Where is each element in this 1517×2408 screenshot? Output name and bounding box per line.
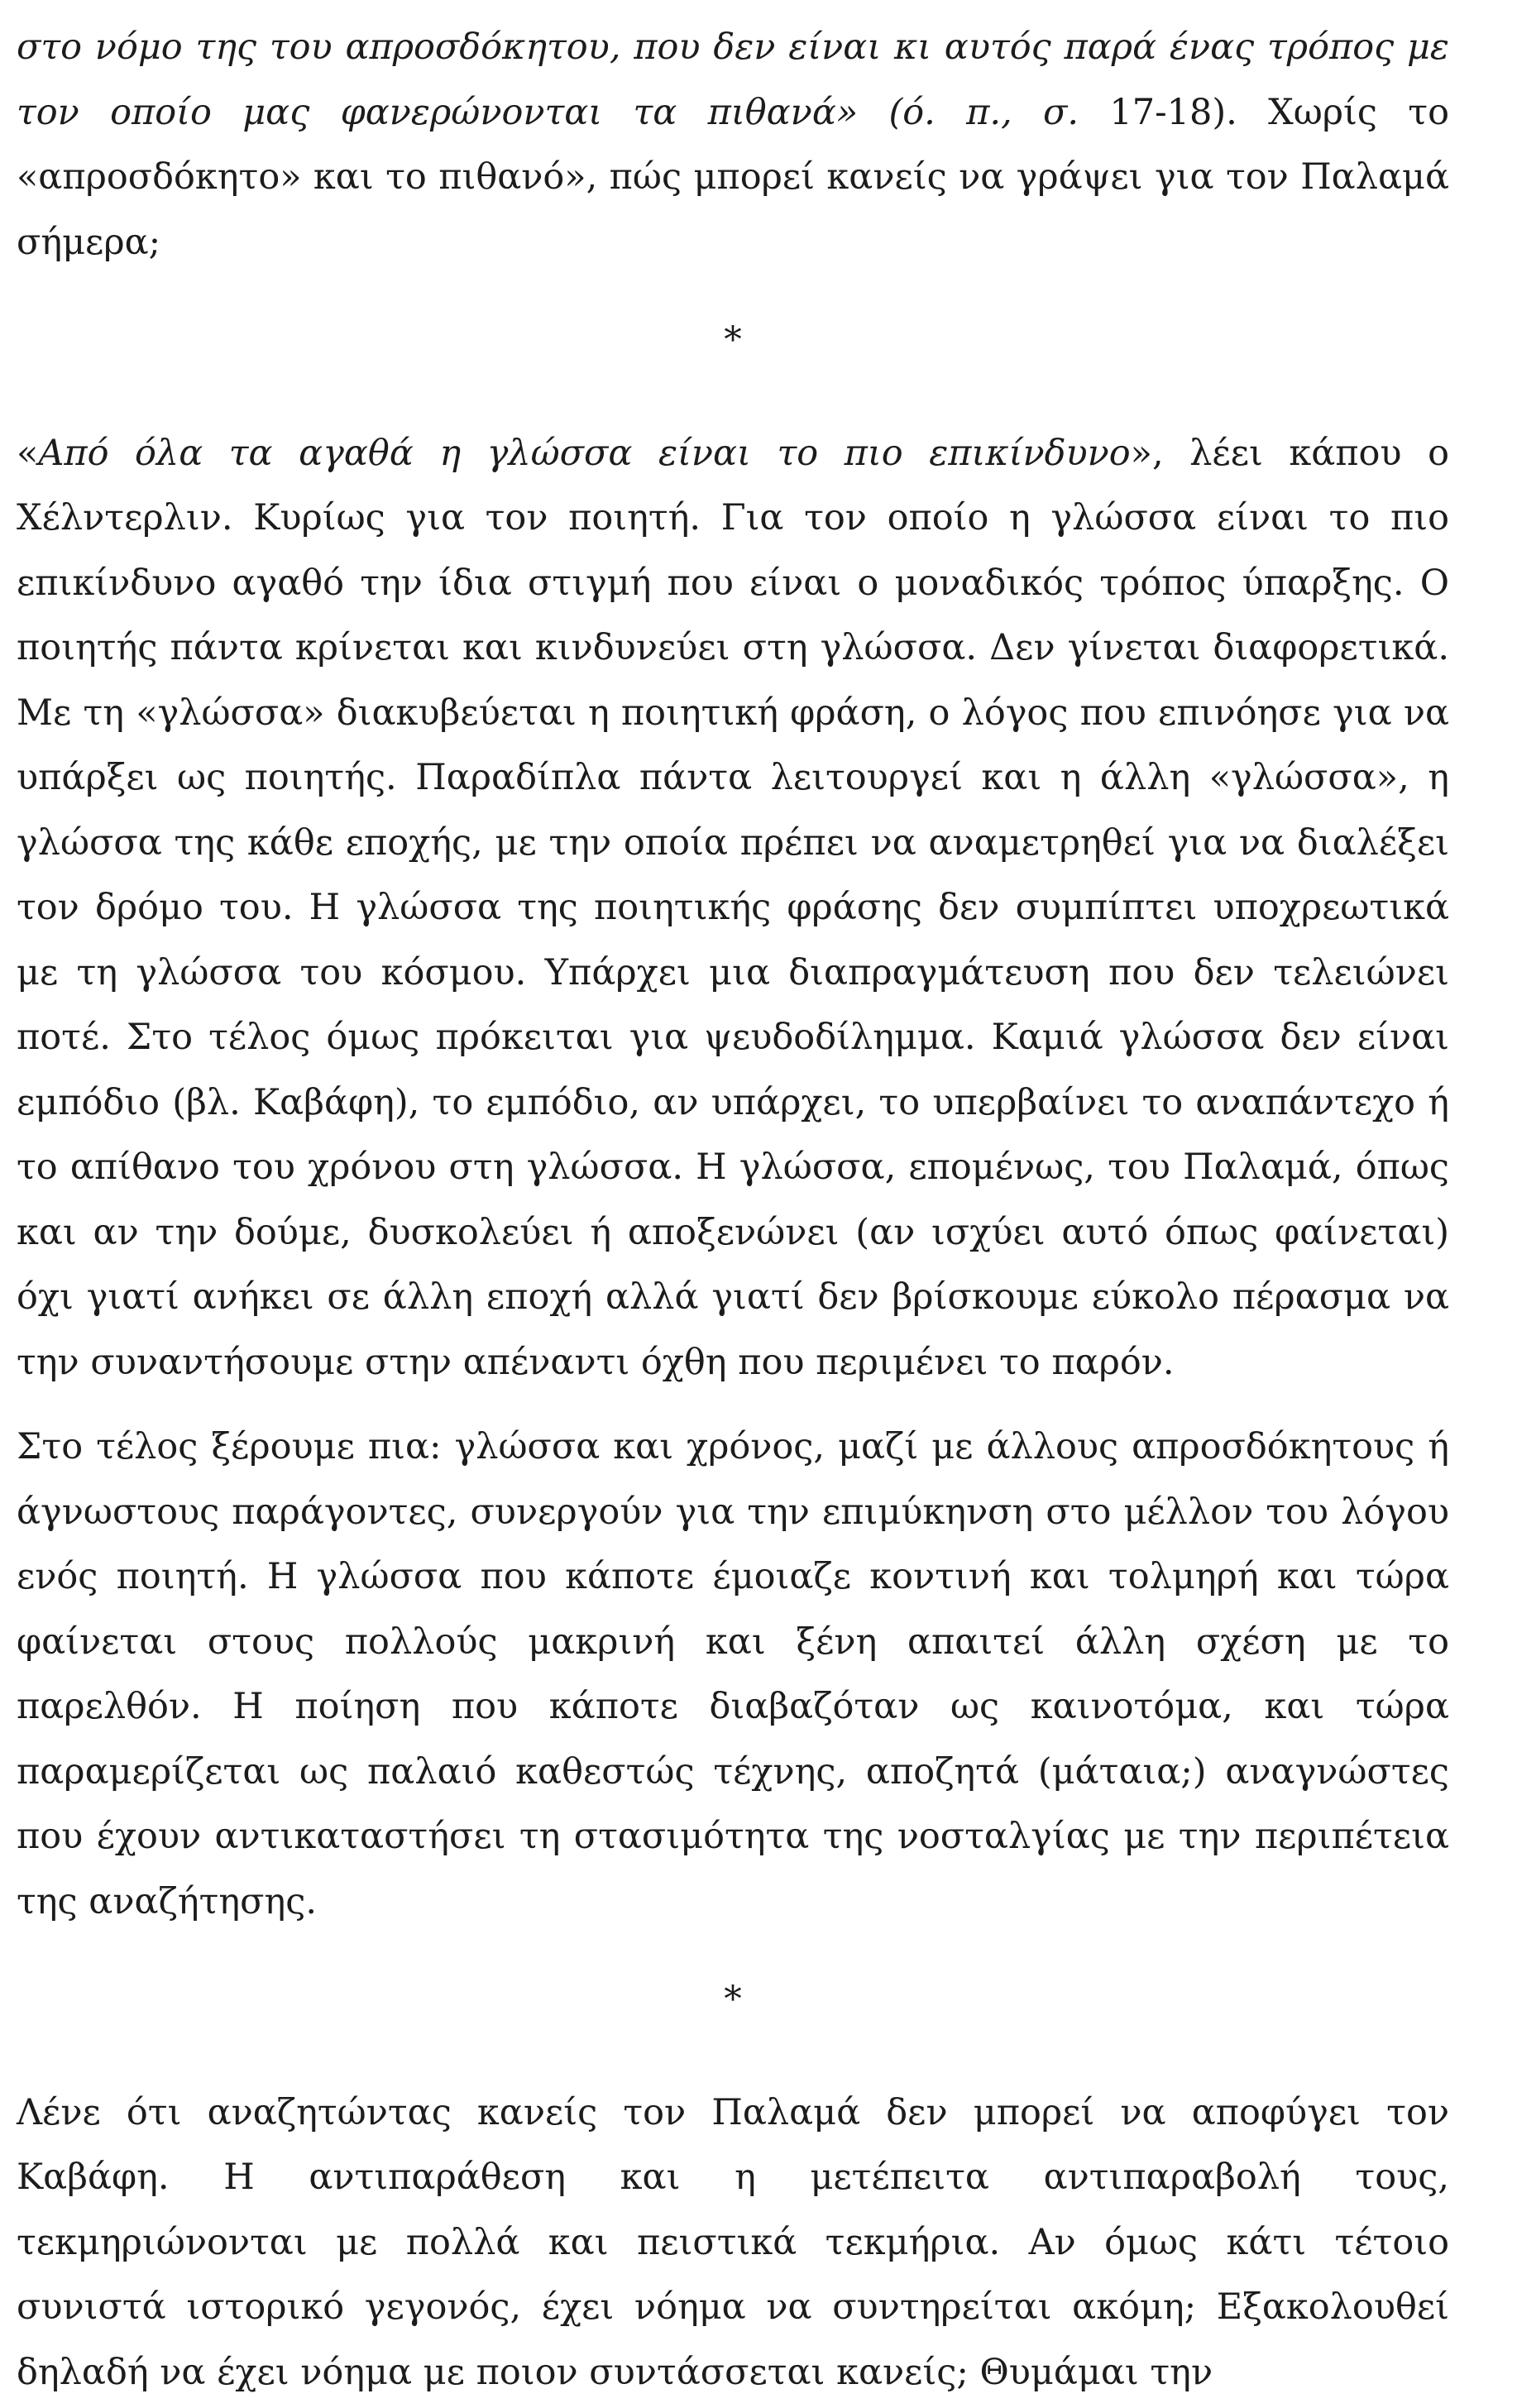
spacer [17,373,1449,421]
spacer [17,275,1449,308]
paragraph-holderlin-language [17,421,1449,1395]
paragraph-text: 17-18). Χωρίς το «απροσδόκητο» και το πιθανό», πώς μπορεί κανείς να γράψει για τον Παλαμά σήμερα; [17,91,1449,263]
italic-quote: Από όλα τα αγαθά η γλώσσα είναι το πιο επικίνδυνο [38,432,1131,474]
italic-quote: στο νόμο της του απροσδόκητου, που δεν είναι κι αυτός παρά ένας τρόπος με τον οποίο μας φανερώνονται τα πιθανά» (ό. π., σ. [17,26,1449,133]
spacer [17,1395,1449,1415]
open-quote: « [17,432,39,474]
spacer [17,2032,1449,2080]
paragraph-text: », λέει κάπου ο Χέλντερλιν. Κυρίως για τον ποιητή. Για τον οποίο η γλώσσα είναι το πιο επικίνδυνο αγαθό την ίδια στιγμή που είναι ο μοναδικός τρόπος ύπαρξης. Ο ποιητής πάντα κρίνεται και κινδυνεύει στη γλώσσα. Δεν γίνεται διαφορετικά. Με τη «γλώσσα» διακυβεύεται η ποιητική φράση, ο λόγος που επινόησε για να υπάρξει ως ποιητής. Παραδίπλα πάντα λειτουργεί και η άλλη «γλώσσα», η γλώσσα της κάθε εποχής, με την οποία πρέπει να αναμετρηθεί για να διαλέξει τον δρόμο του. Η γλώσσα της ποιητικής φράσης δεν συμπίπτει υποχρεωτικά με τη γλώσσα του κόσμου. Υπάρχει μια διαπραγμάτευση που δεν τελειώνει ποτέ. Στο τέλος όμως πρόκειται για ψευδοδίλημμα. Καμιά γλώσσα δεν είναι εμπόδιο (βλ. Καβάφη), το εμπόδιο, αν υπάρχει, το υπερβαίνει το αναπάντεχο ή το απίθανο του χρόνου στη γλώσσα. Η γλώσσα, επομένως, του Παλαμά, όπως και αν την δούμε, δυσκολεύει ή αποξενώνει (αν ισχύει αυτό όπως φαίνεται) όχι γιατί ανήκει σε άλλη εποχή αλλά γιατί δεν βρίσκουμε εύκολο πέρασμα να την συναντήσουμε στην απέναντι όχθη που περιμένει το παρόν. [17,432,1449,1383]
paragraph-language-and-time: Στο τέλος ξέρουμε πια: γλώσσα και χρόνος, μαζί με άλλους απροσδόκητους ή άγνωστους παράγοντες, συνεργούν για την επιμύκηνση στο μέλλον του λόγου ενός ποιητή. Η γλώσσα που κάποτε έμοιαζε κοντινή και τολμηρή και τώρα φαίνεται στους πολλούς μακρινή και ξένη απαιτεί άλλη σχέση με το παρελθόν. Η ποίηση που κάποτε διαβαζόταν ως καινοτόμα, και τώρα παραμερίζεται ως παλαιό καθεστώς τέχνης, αποζητά (μάταια;) αναγνώστες που έχουν αντικαταστήσει τη στασιμότητα της νοσταλγίας με την περιπέτεια της αναζήτησης. [17,1426,1449,1922]
spacer [17,1934,1449,1967]
section-separator: * [724,319,742,361]
paragraph-palamas-cavafy: Λένε ότι αναζητώντας κανείς τον Παλαμά δεν μπορεί να αποφύγει τον Καβάφη. Η αντιπαράθεση και η μετέπειτα αντιπαραβολή τους, τεκμηριώνονται με πολλά και πειστικά τεκμήρια. Αν όμως κάτι τέτοιο συνιστά ιστορικό γεγονός, έχει νόημα να συντηρείται ακόμη; Εξακολουθεί δηλαδή να έχει νόημα με ποιον συντάσσεται κανείς; Θυμάμαι την [17,2091,1449,2393]
paragraph-palamas-unexpected [17,15,1449,275]
section-separator: * [724,1979,742,2020]
